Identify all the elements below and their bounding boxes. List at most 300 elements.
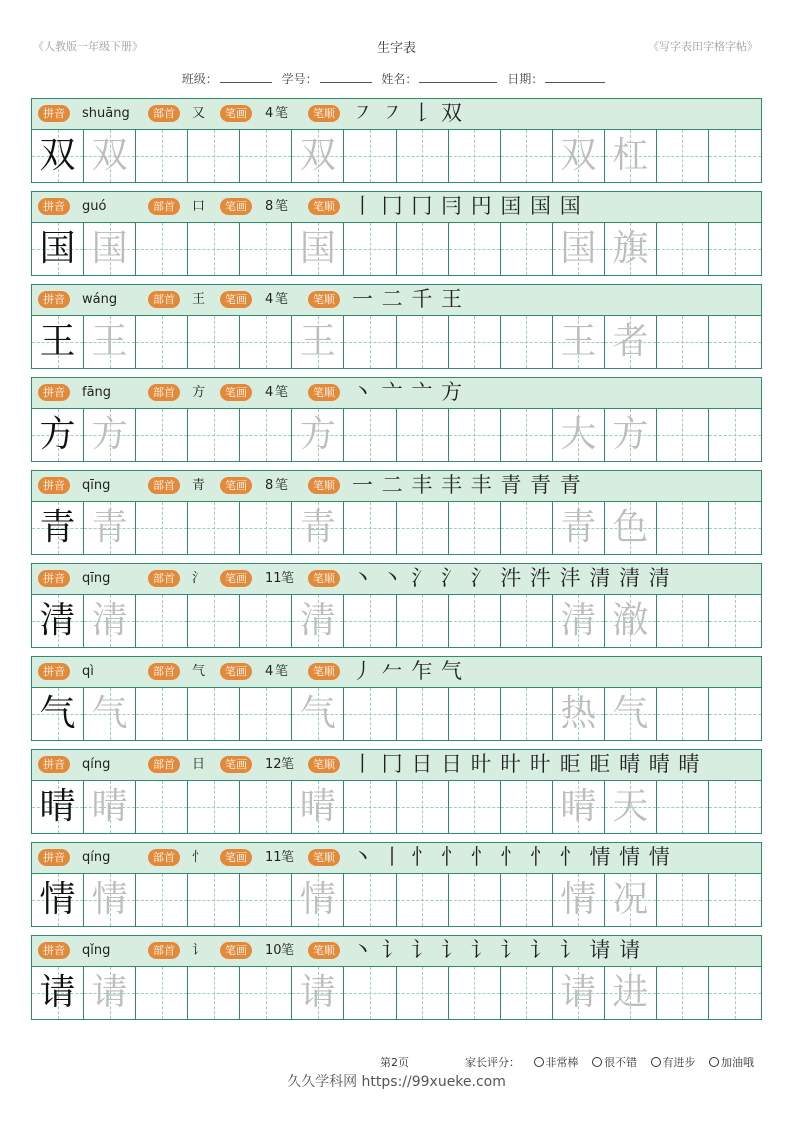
pinyin-tag: 拼音: [38, 849, 70, 866]
char-block: [31, 377, 762, 462]
char-info-bar: [32, 564, 761, 595]
grid-cell[interactable]: [709, 874, 761, 926]
grid-cell[interactable]: [553, 967, 605, 1019]
char-block: [31, 470, 762, 555]
grid-cell[interactable]: [449, 316, 501, 368]
grid-cell[interactable]: [449, 874, 501, 926]
stroke-order-tag: 笔顺: [308, 849, 340, 866]
grid-cell[interactable]: [84, 688, 136, 740]
grid-cell[interactable]: [32, 223, 84, 275]
grid-cell[interactable]: [397, 595, 449, 647]
grid-cell[interactable]: [292, 502, 344, 554]
grid-cell[interactable]: [657, 502, 709, 554]
grid-cell[interactable]: [501, 967, 553, 1019]
header-right-text: 《写字表田字格字帖》: [648, 40, 758, 53]
grid-cell[interactable]: [240, 316, 292, 368]
char-block: [31, 656, 762, 741]
grid-cell[interactable]: [240, 409, 292, 461]
trace-character: 青: [299, 507, 336, 548]
stroke-count-value: 8: [265, 199, 274, 214]
pinyin-tag: 拼音: [38, 942, 70, 959]
word-character: 澈: [612, 600, 649, 641]
stroke-count-value: 4: [265, 106, 274, 121]
grid-cell[interactable]: [553, 874, 605, 926]
model-character: 晴: [39, 786, 76, 827]
char-block: [31, 98, 762, 183]
grid-cell[interactable]: [344, 409, 396, 461]
watermark: 久久学科网 https://99xueke.com: [287, 1074, 506, 1090]
model-character: 气: [39, 693, 76, 734]
grid-cell[interactable]: [449, 781, 501, 833]
word-character: 双: [560, 135, 597, 176]
grid-cell[interactable]: [240, 781, 292, 833]
word-character: 色: [612, 507, 649, 548]
grid-cell[interactable]: [136, 874, 188, 926]
trace-character: 晴: [91, 786, 128, 827]
grid-cell[interactable]: [501, 781, 553, 833]
grid-cell[interactable]: [136, 316, 188, 368]
grid-cell[interactable]: [709, 130, 761, 182]
grid-cell[interactable]: [84, 409, 136, 461]
grid-cell[interactable]: [188, 223, 240, 275]
grid-cell[interactable]: [657, 595, 709, 647]
grid-cell[interactable]: [240, 595, 292, 647]
trace-character: 情: [299, 879, 336, 920]
grid-cell[interactable]: [188, 316, 240, 368]
grid-cell[interactable]: [605, 688, 657, 740]
radical-value: 讠: [192, 943, 206, 958]
grid-cell[interactable]: [605, 409, 657, 461]
model-character: 情: [39, 879, 76, 920]
grid-cell[interactable]: [605, 967, 657, 1019]
grid-cell[interactable]: [657, 967, 709, 1019]
stroke-order-tag: 笔顺: [308, 291, 340, 308]
grid-cell[interactable]: [292, 595, 344, 647]
grid-cell[interactable]: [605, 874, 657, 926]
grid-cell[interactable]: [84, 874, 136, 926]
stroke-unit: 笔: [281, 571, 295, 586]
grid-cell[interactable]: [136, 223, 188, 275]
radical-value: 又: [192, 106, 206, 121]
grid-cell[interactable]: [84, 502, 136, 554]
trace-character: 国: [91, 228, 128, 269]
model-character: 请: [39, 972, 76, 1013]
stroke-count-value: 4: [265, 292, 274, 307]
grid-cell[interactable]: [657, 316, 709, 368]
trace-character: 方: [91, 414, 128, 455]
grid-cell[interactable]: [605, 316, 657, 368]
strokes-tag: 笔画: [220, 756, 252, 773]
grid-cell[interactable]: [397, 781, 449, 833]
model-character: 方: [39, 414, 76, 455]
tianzige-grid: [32, 781, 761, 833]
stroke-count-value: 8: [265, 478, 274, 493]
strokes-tag: 笔画: [220, 570, 252, 587]
strokes-tag: 笔画: [220, 105, 252, 122]
pinyin-value: qǐng: [82, 943, 111, 958]
grid-cell[interactable]: [292, 409, 344, 461]
grid-cell[interactable]: [240, 130, 292, 182]
strokes-tag: 笔画: [220, 291, 252, 308]
grid-cell[interactable]: [709, 316, 761, 368]
word-character: 热: [560, 693, 597, 734]
grid-cell[interactable]: [449, 595, 501, 647]
grid-cell[interactable]: [605, 130, 657, 182]
grid-cell[interactable]: [553, 502, 605, 554]
radical-tag: 部首: [148, 198, 180, 215]
radical-tag: 部首: [148, 384, 180, 401]
grid-cell[interactable]: [32, 595, 84, 647]
grid-cell[interactable]: [188, 874, 240, 926]
grid-cell[interactable]: [709, 688, 761, 740]
stroke-unit: 笔: [281, 757, 295, 772]
grid-cell[interactable]: [344, 223, 396, 275]
word-character: 清: [560, 600, 597, 641]
id-label: 学号：: [281, 72, 318, 86]
grid-cell[interactable]: [188, 595, 240, 647]
grid-cell[interactable]: [553, 409, 605, 461]
grid-cell[interactable]: [397, 874, 449, 926]
grid-cell[interactable]: [344, 781, 396, 833]
strokes-tag: 笔画: [220, 384, 252, 401]
tianzige-grid: [32, 967, 761, 1019]
radical-value: 日: [192, 757, 206, 772]
grid-cell[interactable]: [84, 316, 136, 368]
char-block: [31, 191, 762, 276]
grid-cell[interactable]: [501, 316, 553, 368]
grid-cell[interactable]: [240, 688, 292, 740]
grid-cell[interactable]: [344, 874, 396, 926]
page-number: 第2页: [380, 1056, 409, 1069]
stroke-order-sequence: 丶 亠 亠 方: [352, 380, 464, 404]
rating-option-excellent[interactable]: 非常棒: [534, 1056, 579, 1069]
grid-cell[interactable]: [32, 409, 84, 461]
strokes-tag: 笔画: [220, 849, 252, 866]
char-block: [31, 935, 762, 1020]
rating-option-progress[interactable]: 有进步: [651, 1056, 696, 1069]
tianzige-grid: [32, 688, 761, 740]
grid-cell[interactable]: [709, 967, 761, 1019]
grid-cell[interactable]: [84, 781, 136, 833]
grid-cell[interactable]: [657, 688, 709, 740]
stroke-order-sequence: 丶 丨 忄 忄 忄 忄 忄 忄 情 情 情: [352, 845, 671, 869]
pinyin-tag: 拼音: [38, 384, 70, 401]
radical-tag: 部首: [148, 849, 180, 866]
grid-cell[interactable]: [136, 130, 188, 182]
grid-cell[interactable]: [397, 316, 449, 368]
pinyin-value: fāng: [82, 385, 112, 400]
strokes-tag: 笔画: [220, 198, 252, 215]
rating-option-keep-going[interactable]: 加油哦: [709, 1056, 754, 1069]
word-character: 者: [612, 321, 649, 362]
grid-cell[interactable]: [188, 130, 240, 182]
id-blank[interactable]: [320, 70, 372, 83]
char-info-bar: [32, 936, 761, 967]
grid-cell[interactable]: [292, 316, 344, 368]
char-info-bar: [32, 657, 761, 688]
char-block: [31, 563, 762, 648]
model-character: 国: [39, 228, 76, 269]
grid-cell[interactable]: [709, 595, 761, 647]
grid-cell[interactable]: [84, 130, 136, 182]
char-info-bar: [32, 285, 761, 316]
pinyin-tag: 拼音: [38, 570, 70, 587]
grid-cell[interactable]: [397, 502, 449, 554]
char-block: [31, 284, 762, 369]
grid-cell[interactable]: [32, 967, 84, 1019]
grid-cell[interactable]: [553, 595, 605, 647]
stroke-order-tag: 笔顺: [308, 663, 340, 680]
parent-rating: [465, 1054, 754, 1070]
trace-character: 双: [299, 135, 336, 176]
stroke-order-tag: 笔顺: [308, 942, 340, 959]
pinyin-value: qīng: [82, 571, 111, 586]
trace-character: 情: [91, 879, 128, 920]
grid-cell[interactable]: [136, 409, 188, 461]
stroke-unit: 笔: [281, 850, 295, 865]
radical-value: 口: [192, 199, 206, 214]
grid-cell[interactable]: [553, 688, 605, 740]
grid-cell[interactable]: [292, 781, 344, 833]
grid-cell[interactable]: [136, 967, 188, 1019]
stroke-unit: 笔: [275, 199, 289, 214]
radical-tag: 部首: [148, 105, 180, 122]
grid-cell[interactable]: [709, 781, 761, 833]
grid-cell[interactable]: [501, 130, 553, 182]
grid-cell[interactable]: [501, 688, 553, 740]
word-character: 况: [612, 879, 649, 920]
class-label: 班级：: [181, 72, 218, 86]
radical-tag: 部首: [148, 570, 180, 587]
grid-cell[interactable]: [501, 502, 553, 554]
stroke-order-sequence: 丨 冂 日 日 旪 旪 旪 昛 昛 晴 晴 晴: [352, 752, 701, 776]
char-info-bar: [32, 192, 761, 223]
grid-cell[interactable]: [501, 874, 553, 926]
grid-cell[interactable]: [449, 688, 501, 740]
stroke-order-tag: 笔顺: [308, 384, 340, 401]
model-character: 清: [39, 600, 76, 641]
tianzige-grid: [32, 409, 761, 461]
word-character: 杠: [612, 135, 649, 176]
grid-cell[interactable]: [449, 502, 501, 554]
stroke-order-tag: 笔顺: [308, 570, 340, 587]
pinyin-tag: 拼音: [38, 291, 70, 308]
grid-cell[interactable]: [397, 223, 449, 275]
grid-cell[interactable]: [553, 316, 605, 368]
grid-cell[interactable]: [32, 874, 84, 926]
stroke-order-tag: 笔顺: [308, 477, 340, 494]
grid-cell[interactable]: [344, 130, 396, 182]
radical-value: 气: [192, 664, 206, 679]
grid-cell[interactable]: [240, 223, 292, 275]
stroke-order-sequence: 一 二 千 王: [352, 287, 464, 311]
trace-character: 气: [299, 693, 336, 734]
strokes-tag: 笔画: [220, 477, 252, 494]
grid-cell[interactable]: [397, 688, 449, 740]
char-info-bar: [32, 378, 761, 409]
model-character: 双: [39, 135, 76, 176]
stroke-count-value: 11: [265, 850, 282, 865]
stroke-count-value: 10: [265, 943, 282, 958]
stroke-order-tag: 笔顺: [308, 105, 340, 122]
stroke-order-sequence: 丿 𠂉 乍 气: [352, 659, 464, 683]
stroke-order-sequence: 一 二 丰 丰 丰 青 青 青: [352, 473, 582, 497]
name-blank[interactable]: [419, 70, 497, 83]
char-block: [31, 842, 762, 927]
grid-cell[interactable]: [657, 409, 709, 461]
grid-cell[interactable]: [32, 688, 84, 740]
grid-cell[interactable]: [344, 316, 396, 368]
model-character: 青: [39, 507, 76, 548]
grid-cell[interactable]: [344, 502, 396, 554]
char-info-bar: [32, 843, 761, 874]
grid-cell[interactable]: [449, 223, 501, 275]
grid-cell[interactable]: [292, 223, 344, 275]
grid-cell[interactable]: [240, 967, 292, 1019]
tianzige-grid: [32, 595, 761, 647]
word-character: 晴: [560, 786, 597, 827]
stroke-unit: 笔: [275, 106, 289, 121]
trace-character: 双: [91, 135, 128, 176]
grid-cell[interactable]: [136, 688, 188, 740]
grid-cell[interactable]: [709, 502, 761, 554]
char-info-bar: [32, 471, 761, 502]
radical-tag: 部首: [148, 942, 180, 959]
grid-cell[interactable]: [32, 316, 84, 368]
date-blank[interactable]: [545, 70, 605, 83]
radical-value: 忄: [192, 850, 206, 865]
pinyin-value: guó: [82, 199, 107, 214]
pinyin-tag: 拼音: [38, 477, 70, 494]
grid-cell[interactable]: [605, 781, 657, 833]
grid-cell[interactable]: [553, 130, 605, 182]
grid-cell[interactable]: [501, 409, 553, 461]
grid-cell[interactable]: [449, 130, 501, 182]
grid-cell[interactable]: [605, 595, 657, 647]
grid-cell[interactable]: [84, 967, 136, 1019]
grid-cell[interactable]: [240, 874, 292, 926]
grid-cell[interactable]: [188, 409, 240, 461]
grid-cell[interactable]: [501, 223, 553, 275]
radical-value: 氵: [192, 571, 206, 586]
grid-cell[interactable]: [657, 130, 709, 182]
grid-cell[interactable]: [32, 781, 84, 833]
grid-cell[interactable]: [501, 595, 553, 647]
pinyin-value: qì: [82, 664, 94, 679]
stroke-unit: 笔: [275, 664, 289, 679]
grid-cell[interactable]: [657, 223, 709, 275]
pinyin-tag: 拼音: [38, 756, 70, 773]
word-character: 气: [612, 693, 649, 734]
pinyin-tag: 拼音: [38, 105, 70, 122]
tianzige-grid: [32, 316, 761, 368]
tianzige-grid: [32, 130, 761, 182]
stroke-order-sequence: 丶 讠 讠 讠 讠 讠 讠 讠 请 请: [352, 938, 642, 962]
grid-cell[interactable]: [709, 223, 761, 275]
trace-character: 清: [91, 600, 128, 641]
radical-value: 王: [192, 292, 206, 307]
word-character: 青: [560, 507, 597, 548]
stroke-unit: 笔: [275, 478, 289, 493]
grid-cell[interactable]: [136, 595, 188, 647]
header-left-text: 《人教版一年级下册》: [33, 40, 143, 53]
stroke-unit: 笔: [275, 292, 289, 307]
word-character: 进: [612, 972, 649, 1013]
grid-cell[interactable]: [449, 967, 501, 1019]
grid-cell[interactable]: [344, 967, 396, 1019]
grid-cell[interactable]: [188, 502, 240, 554]
grid-cell[interactable]: [605, 502, 657, 554]
char-info-bar: [32, 750, 761, 781]
stroke-count-value: 4: [265, 385, 274, 400]
pinyin-value: qíng: [82, 757, 111, 772]
grid-cell[interactable]: [605, 223, 657, 275]
stroke-order-sequence: ㇇ ㇇ 𠄌 双: [352, 101, 464, 125]
pinyin-value: qīng: [82, 478, 111, 493]
trace-character: 国: [299, 228, 336, 269]
grid-cell[interactable]: [397, 967, 449, 1019]
grid-cell[interactable]: [136, 781, 188, 833]
pinyin-value: shuāng: [82, 106, 130, 121]
grid-cell[interactable]: [292, 130, 344, 182]
word-character: 大: [560, 414, 597, 455]
word-character: 方: [612, 414, 649, 455]
stroke-unit: 笔: [281, 943, 295, 958]
trace-character: 清: [299, 600, 336, 641]
trace-character: 王: [299, 321, 336, 362]
grid-cell[interactable]: [32, 130, 84, 182]
grid-cell[interactable]: [553, 781, 605, 833]
stroke-order-tag: 笔顺: [308, 198, 340, 215]
grid-cell[interactable]: [188, 967, 240, 1019]
grid-cell[interactable]: [240, 502, 292, 554]
grid-cell[interactable]: [657, 781, 709, 833]
pinyin-value: qíng: [82, 850, 111, 865]
grid-cell[interactable]: [292, 967, 344, 1019]
rating-option-good[interactable]: 很不错: [592, 1056, 637, 1069]
rating-label: 家长评分：: [465, 1056, 520, 1069]
grid-cell[interactable]: [188, 781, 240, 833]
grid-cell[interactable]: [292, 874, 344, 926]
radical-value: 青: [192, 478, 206, 493]
trace-character: 请: [91, 972, 128, 1013]
pinyin-value: wáng: [82, 292, 118, 307]
pinyin-tag: 拼音: [38, 663, 70, 680]
class-blank[interactable]: [220, 70, 272, 83]
model-character: 王: [39, 321, 76, 362]
stroke-unit: 笔: [275, 385, 289, 400]
grid-cell[interactable]: [657, 874, 709, 926]
grid-cell[interactable]: [32, 502, 84, 554]
trace-character: 青: [91, 507, 128, 548]
grid-cell[interactable]: [84, 223, 136, 275]
grid-cell[interactable]: [136, 502, 188, 554]
grid-cell[interactable]: [344, 595, 396, 647]
grid-cell[interactable]: [84, 595, 136, 647]
grid-cell[interactable]: [292, 688, 344, 740]
grid-cell[interactable]: [188, 688, 240, 740]
trace-character: 晴: [299, 786, 336, 827]
strokes-tag: 笔画: [220, 663, 252, 680]
radical-tag: 部首: [148, 291, 180, 308]
grid-cell[interactable]: [397, 130, 449, 182]
grid-cell[interactable]: [397, 409, 449, 461]
grid-cell[interactable]: [449, 409, 501, 461]
grid-cell[interactable]: [344, 688, 396, 740]
trace-character: 方: [299, 414, 336, 455]
grid-cell[interactable]: [709, 409, 761, 461]
grid-cell[interactable]: [553, 223, 605, 275]
